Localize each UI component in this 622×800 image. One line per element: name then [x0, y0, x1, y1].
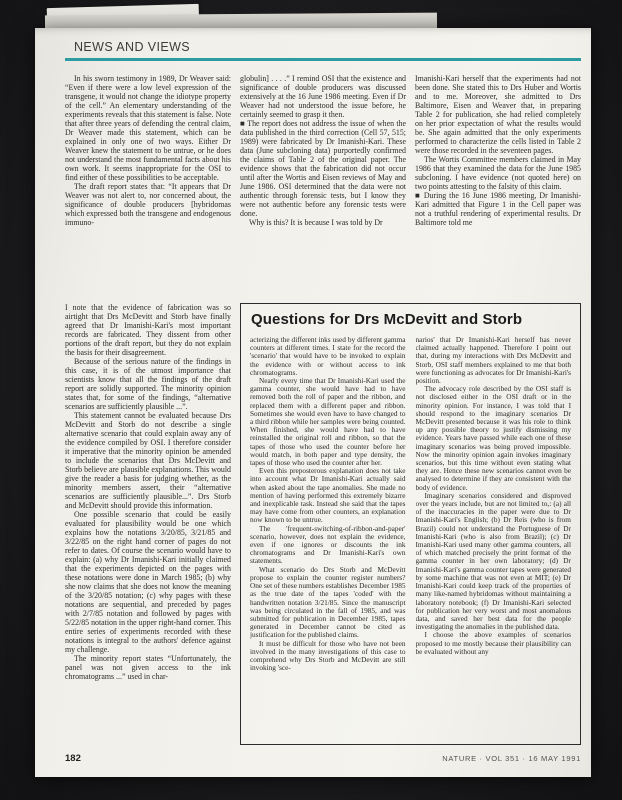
questions-box [240, 303, 581, 745]
box-column-1 [250, 336, 406, 734]
page-number: 182 [65, 753, 81, 764]
paragraph: The 'frequent-switching-of-ribbon-and-paper' scenario, however, does not explain the evidence, even if one ignores or discounts the ink chromatograms and Dr Imanishi-Kari's own statements. [250, 523, 406, 566]
paragraph: I choose the above examples of scenarios proposed to me mostly because their plausibility can be evaluated without any [415, 630, 571, 656]
paragraph: The Wortis Committee members claimed in May 1986 that they examined the data for the June 1985 subcloning. I have evidence (not quoted here) on two points attesting to the falsity of this claim. [415, 155, 581, 191]
box-column-2 [416, 336, 572, 734]
paragraph: Imanishi-Kari herself that the experiments had not been done. She stated this to Drs Huber and Wortis and to me. Moreover, she admitted to Drs Baltimore, Eisen and Weaver that, in preparing Table 2 for publication, she had relied completely on her prior expectation of what the results would be. She again admitted that the only experiments performed to characterize the cells listed in Table 2 were those recorded in the seventeen pages. [415, 74, 581, 155]
lower-left-column [65, 303, 231, 745]
paragraph: Because of the serious nature of the findings in this case, it is of the utmost importance that scientists know that all the findings of the draft report are solidly supported. The minority opinion states that, for some of the findings, “alternative scenarios are sufficiently plausible ...”. [65, 357, 231, 411]
paragraph: The draft report states that: “It appears that Dr Weaver was not alert to, nor concerned about, the significance of double producers [hybridomas which expressed both the transgene and endogenous immuno- [65, 182, 231, 227]
journal-page [35, 28, 591, 777]
lower-section [65, 303, 581, 745]
paragraph: narios' that Dr Imanishi-Kari herself has never claimed actually happened. Therefore I point out that, during my interactions with Drs McDevitt and Storb, OSI staff members explained to me that both were functioning as advocates for Dr Imanishi-Kari's position. [415, 336, 571, 386]
section-header [65, 38, 581, 61]
paragraph: One possible scenario that could be easily evaluated for plausibility would be one which explains how the notations 3/20/85, 3/21/85 and 3/22/85 on the right hand corner of pages do not refer to dates. Of course the scenario would have to explain: (a) why Dr Imanishi-Kari initially claimed that the experiments depicted on the pages with these notations were done in March 1985; (b) why she now claims that she does not know the meaning of the 3/20/85 notation; (c) why pages with these notations are sequential, and preceded by pages with 2/7/85 notation and followed by pages with 5/22/85 notation in the upper right-hand corner. This entire series of experiments recorded with these notations is integral to the authors' defence against my challenge. [65, 510, 231, 654]
column-3 [415, 74, 581, 294]
top-columns [65, 74, 581, 294]
paragraph: globulin] . . . .” I remind OSI that the existence and significance of double producers was discussed extensively at the 16 June 1986 meeting. Even if Dr Weaver had not understood the issue before, he certainly seemed to grasp it then. [240, 74, 406, 119]
paragraph-bulleted: ■ During the 16 June 1986 meeting, Dr Imanishi-Kari admitted that Figure 1 in the Cell paper was not a truthful rendering of experimental results. Dr Baltimore told me [415, 191, 581, 227]
paragraph: Nearly every time that Dr Imanishi-Kari used the gamma counter, she would have had to have removed both the roll of paper and the ribbon, and replaced them with a different paper and ribbon. Sometimes she would even have to have changed to a third ribbon while her samples were being counted. When finished, she would have had to have reinstalled the original roll and ribbon, so that the tapes of those who used the counter before her would match, in both paper and type density, the tapes of those who used the counter after her. [250, 376, 406, 468]
questions-box-title: Questions for Drs McDevitt and Storb [251, 311, 523, 328]
paragraph: In his sworn testimony in 1989, Dr Weaver said: “Even if there were a low level expression of the transgene, it would not change the idiotype property of the cell.” An elementary understanding of the experiments reveals that this statement is false. Note that after three years of defending the central claim, Dr Weaver made this statement, which can be explained in only one of two ways. Either Dr Weaver knew the statement to be untrue, or he does not understand the most fundamental facts about his own work. It seems inappropriate for the OSI to find either of these possibilities to be acceptable. [65, 74, 231, 182]
paragraph: What scenario do Drs Storb and McDevitt propose to explain the counter register numbers? One set of these numbers establishes December 1985 as the true date of the tapes 'coded' with the handwritten notation 3/21/85. Since the manuscript was being circulated in the fall of 1985, and was submitted for publication in December 1985, tapes generated in December cannot be cited as justification for the published claims. [250, 564, 406, 640]
paragraph: Why is this? It is because I was told by Dr [249, 218, 383, 227]
paragraph: Imaginary scenarios considered and disproved over the years include, but are not limited to,: (a) all of the inaccuracies in the paper were due to Dr Imanishi-Kari's English; (b) Dr Reis (who is from Brazil) could not understand the Portuguese of Dr Imanishi-Kari (who is also from Brazil); (c) Dr Imanishi-Kari used many other gamma counters, all of which matched precisely the print format of the gamma counter in her own laboratory; (d) Dr Imanishi-Kari's gamma counter tapes were generated by some machine that was not even at MIT; (e) Dr Imanishi-Kari could keep track of the properties of many like-named hybridomas without maintaining a laboratory notebook; (f) Dr Imanishi-Kari selected for publication her very worst and most anomalous data, and saved her best data for the people investigating the anomalies in the published data. [415, 490, 571, 632]
paragraph: I note that the evidence of fabrication was so airtight that Drs McDevitt and Storb have finally agreed that Dr Imanishi-Kari's most important records are fabricated. They dissent from other portions of the draft report, but they do not explain the basis for their disagreement. [65, 303, 231, 357]
journal-volume-date: NATURE · VOL 351 · 16 MAY 1991 [442, 754, 581, 763]
column-2 [240, 74, 406, 294]
paragraph-bulleted: ■ The report does not address the issue of when the data published in the third correction (Cell 57, 515; 1989) were fabricated by Dr Imanishi-Kari. These data (June subcloning data) purportedly confirmed the claims of Table 2 of the original paper. The evidence shows that the fabrication did not occur until after the Wortis and Eisen reviews of May and June 1986. OSI determined that the data were not authentic through forensic tests, but I know they were not authentic before any forensic tests were done. [240, 119, 406, 218]
paragraph: The advocacy role described by the OSI staff is not disclosed either in the OSI draft or in the minority opinion. For instance, I was told that I should respond to the imaginary scenarios Dr McDevitt presented because it was his role to think up any possible theory to justify dismissing my evidence. Years have passed while each one of these imaginary scenarios was being proved impossible. Now the minority opinion again invokes imaginary scenarios, but this time without even stating what they are. Hence these new scenarios cannot even be analysed to determine if they are consistent with the body of evidence. [415, 384, 571, 492]
paragraph: The minority report states “Unfortunately, the panel was not given access to the ink chromatograms ...” used in char- [65, 654, 231, 681]
paragraph: Even this preposterous explanation does not take into account what Dr Imanishi-Kari actually said when asked about the tape anomalies. She made no mention of having performed this extremely bizarre and inexplicable task. Instead she said that the tapes may have come from other counters, an explanation now known to be untrue. [250, 466, 406, 525]
header-rule [65, 58, 581, 61]
page-footer [65, 753, 581, 764]
column-1 [65, 74, 231, 294]
section-title: NEWS AND VIEWS [74, 40, 191, 54]
questions-box-columns [250, 336, 571, 734]
paragraph: It must be difficult for those who have not been involved in the many investigations of this case to comprehend why Drs Storb and McDevitt are still invoking 'sce- [250, 638, 406, 673]
paragraph: This statement cannot be evaluated because Drs McDevitt and Storb do not describe a single alternative scenario that could explain away any of the evidence compiled by OSI. I therefore consider it imperative that the minority opinion be amended to include the scenarios that Drs McDevitt and Storb believe are plausible explanations. This would give the reader a basis for judging whether, as the minority members assert, their “alternative scenarios are sufficiently plausible...”. Drs Storb and McDevitt should provide this information. [65, 411, 231, 510]
paragraph: acterizing the different inks used by different gamma counters at different times. I state for the record the 'scenario' that would have to be invoked to explain the evidence with or without access to ink chromatograms. [250, 336, 406, 377]
